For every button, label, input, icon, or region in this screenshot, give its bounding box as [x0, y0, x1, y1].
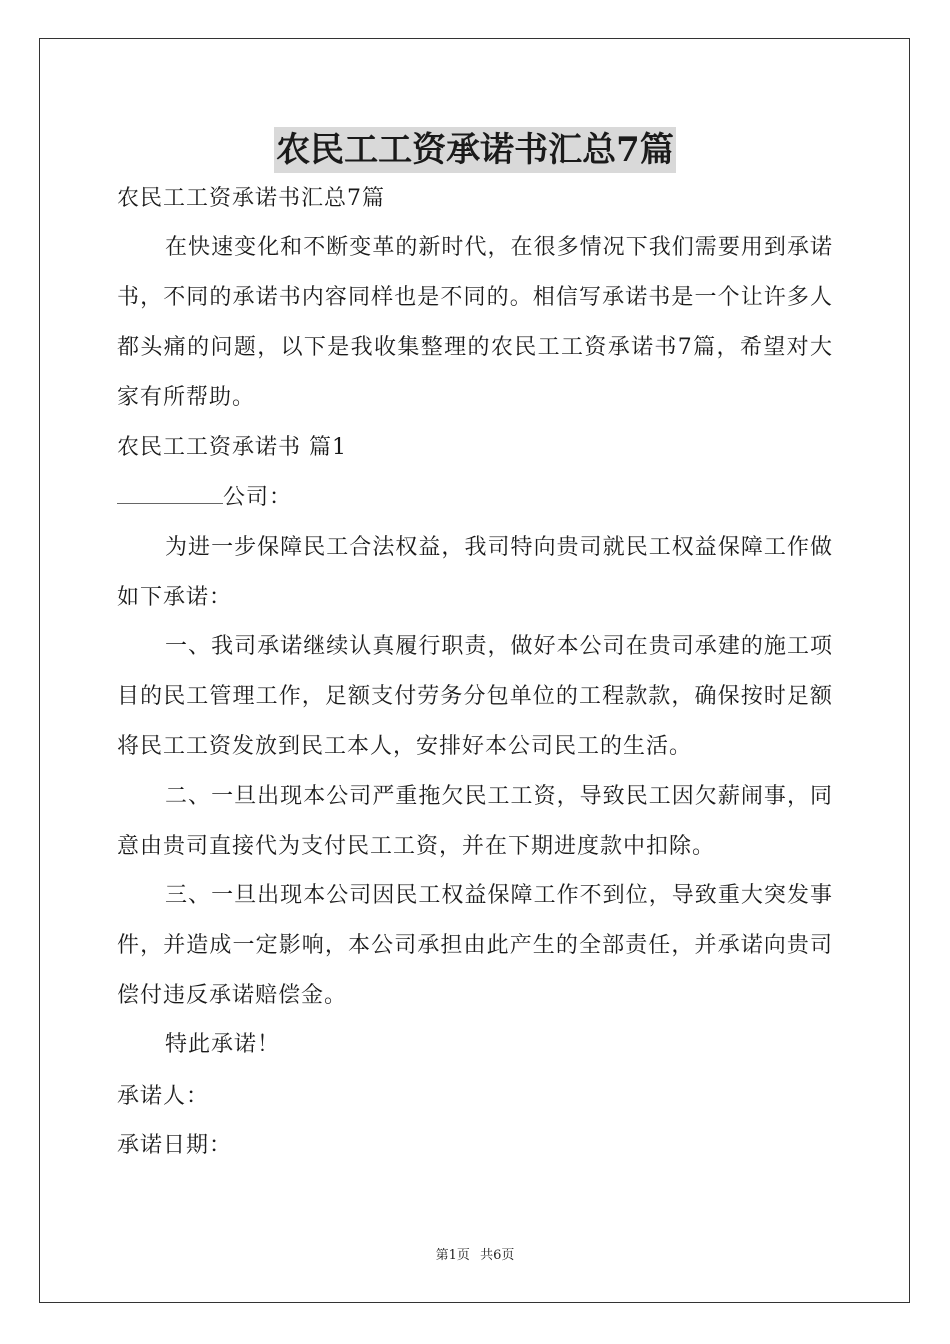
signer-label: 承诺人：: [117, 1084, 210, 1109]
intro-paragraph: 在快速变化和不断变革的新时代，在很多情况下我们需要用到承诺书，不同的承诺书内容同样也是不同的。相信写承诺书是一个让许多人都头痛的问题，以下是我收集整理的农民工工资承诺书7篇，希望对大家有所帮助。: [117, 235, 833, 410]
date-label: 承诺日期：: [117, 1133, 233, 1158]
paragraph-1: 为进一步保障民工合法权益，我司特向贵司就民工权益保障工作做如下承诺：: [117, 535, 833, 610]
section-heading: 农民工工资承诺书 篇1: [117, 435, 347, 460]
company-name-blank: [117, 485, 223, 504]
paragraph-4: 三、一旦出现本公司因民工权益保障工作不到位，导致重大突发事件，并造成一定影响，本公司承担由此产生的全部责任，并承诺向贵司偿付违反承诺赔偿金。: [117, 883, 833, 1008]
addressee-line: [117, 483, 292, 513]
page-total: 共6页: [480, 1248, 515, 1263]
page-number: 第1页: [435, 1248, 470, 1263]
document-subtitle: 农民工工资承诺书汇总7篇: [117, 186, 385, 211]
paragraph-2: 一、我司承诺继续认真履行职责，做好本公司在贵司承建的施工项目的民工管理工作，足额支付劳务分包单位的工程款款，确保按时足额将民工工资发放到民工本人，安排好本公司民工的生活。: [117, 634, 833, 759]
title-container: [0, 127, 950, 173]
document-title: 农民工工资承诺书汇总7篇: [274, 127, 676, 173]
addressee-suffix: 公司：: [223, 485, 293, 510]
page-footer: [0, 1247, 950, 1265]
paragraph-3: 二、一旦出现本公司严重拖欠民工工资，导致民工因欠薪闹事，同意由贵司直接代为支付民工工资，并在下期进度款中扣除。: [117, 784, 833, 859]
closing-line: 特此承诺！: [165, 1032, 281, 1057]
